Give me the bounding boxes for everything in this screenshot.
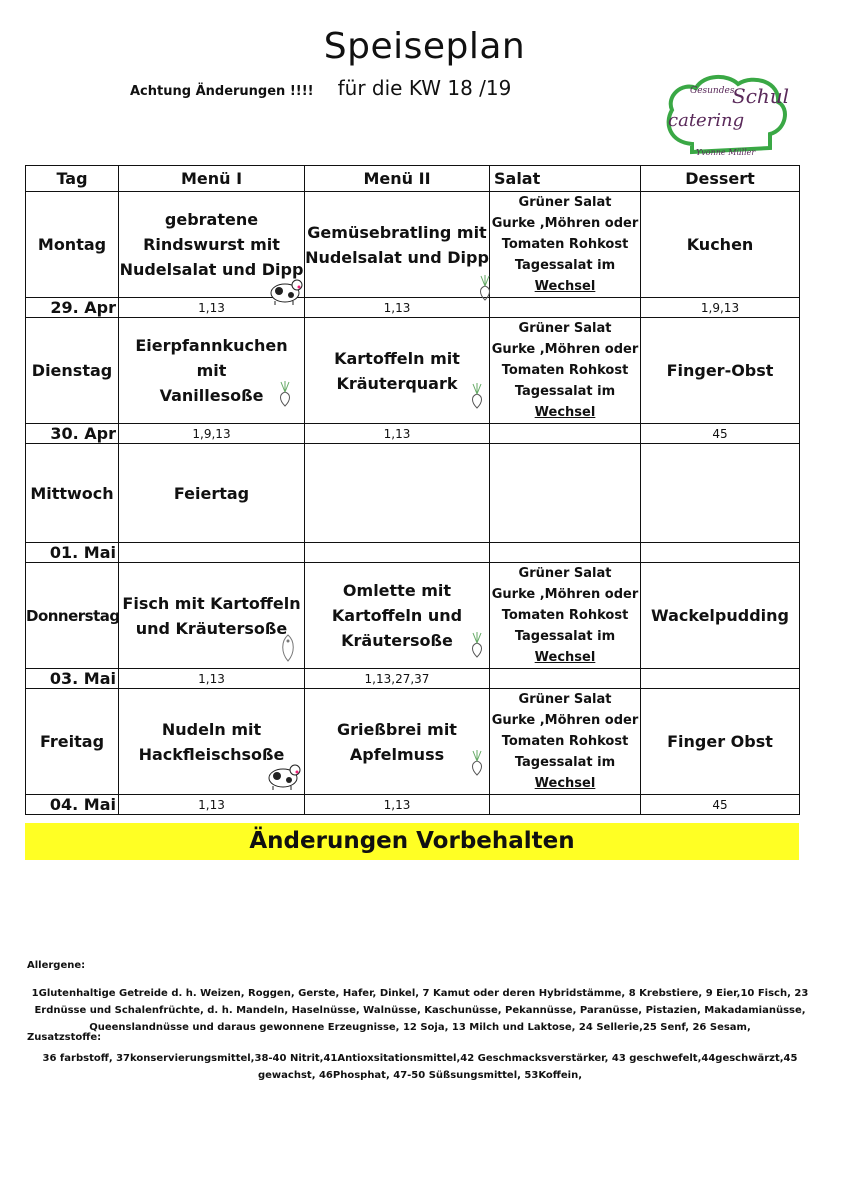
codes-row xyxy=(26,298,800,318)
allergens-text: 1Glutenhaltige Getreide d. h. Weizen, Roggen, Gerste, Hafer, Dinkel, 7 Kamut oder deren Hybridstämme, 8 Krebstiere, 9 Eier,10 Fisch, 23 Erdnüsse und Schalenfrüchte, d. h. Mandeln, Haselnüsse, Walnüsse, Kaschunüsse, Pekannüsse, Paranüsse, Pistazien, Makadamianüsse, Queenslandnüsse und daraus gewonnene Erzeugnisse, 12 Soja, 13 Milch und Laktose, 24 Sellerie,25 Senf, 26 Sesam, xyxy=(31,988,809,1033)
day-date: 04. Mai xyxy=(26,795,119,815)
dish-line: Fisch mit Kartoffeln xyxy=(122,593,301,613)
menu2-dish xyxy=(305,444,490,543)
additives-text: 36 farbstoff, 37konservierungsmittel,38-40 Nitrit,41Antioxsitationsmittel,42 Geschmacksverstärker, 43 geschwefelt,44geschwärzt,45 gewachst, 46Phosphat, 47-50 Süßsungsmittel, 53Koffein, xyxy=(42,1053,798,1081)
dessert xyxy=(641,444,800,543)
dish-line: gebratene xyxy=(164,210,259,229)
salad-line: Tagessalat im xyxy=(514,258,616,273)
day-row-montag xyxy=(26,192,800,298)
menu2-dish xyxy=(305,318,490,424)
changes-notice: Achtung Änderungen !!!! xyxy=(130,84,314,99)
day-row-donnerstag xyxy=(26,563,800,669)
vegetable-icon xyxy=(469,749,485,777)
salad-line: Wechsel xyxy=(534,650,596,665)
day-row-mittwoch xyxy=(26,444,800,543)
codes-row xyxy=(26,543,800,563)
menu1-codes: 1,13 xyxy=(119,298,305,318)
dish-line: Kräuterquark xyxy=(336,373,458,393)
menu1-codes xyxy=(119,543,305,563)
logo-text-owner: Yvonne Müller xyxy=(696,148,756,157)
salad-codes xyxy=(490,669,641,689)
salad-line: Tomaten Rohkost xyxy=(501,237,629,252)
salad-line: Tomaten Rohkost xyxy=(501,734,629,749)
header-menu1: Menü I xyxy=(119,166,305,192)
day-date: 01. Mai xyxy=(26,543,119,563)
menu1-dish xyxy=(119,563,305,669)
menu1-codes: 1,13 xyxy=(119,795,305,815)
vegetable-icon xyxy=(277,380,293,408)
salad-codes xyxy=(490,795,641,815)
salad-line: Grüner Salat xyxy=(518,321,612,336)
day-row-freitag xyxy=(26,689,800,795)
dish-line: Kräutersoße xyxy=(341,631,453,650)
codes-row xyxy=(26,424,800,444)
menu-table xyxy=(25,165,800,815)
day-name: Mittwoch xyxy=(26,444,119,543)
logo-text-catering: catering xyxy=(668,110,745,131)
dessert-codes xyxy=(641,669,800,689)
dish-line: Omlette mit xyxy=(342,581,452,600)
vegetable-icon xyxy=(469,631,485,659)
logo-text-schul: Schul xyxy=(732,84,790,108)
salad-options xyxy=(490,318,641,424)
salad-options xyxy=(490,689,641,795)
additives-label: Zusatzstoffe: xyxy=(27,1032,102,1043)
header-dessert: Dessert xyxy=(641,166,800,192)
school-catering-logo xyxy=(662,72,794,162)
salad-codes xyxy=(490,298,641,318)
table-header-row xyxy=(26,166,800,192)
vegetable-icon xyxy=(477,274,493,302)
day-date: 29. Apr xyxy=(26,298,119,318)
dessert-codes: 1,9,13 xyxy=(641,298,800,318)
menu2-codes: 1,13,27,37 xyxy=(305,669,490,689)
salad-codes xyxy=(490,424,641,444)
dish-line: Vanillesoße xyxy=(159,386,264,405)
menu2-codes: 1,13 xyxy=(305,298,490,318)
day-row-dienstag xyxy=(26,318,800,424)
day-name: Freitag xyxy=(26,689,119,795)
salad-options xyxy=(490,444,641,543)
dish-line: Nudelsalat und Dipp xyxy=(305,247,489,267)
codes-row xyxy=(26,669,800,689)
salad-line: Tagessalat im xyxy=(514,384,616,399)
fish-icon xyxy=(279,633,297,663)
menu1-dish xyxy=(119,318,305,424)
menu2-codes: 1,13 xyxy=(305,424,490,444)
dish-line: Apfelmuss xyxy=(349,744,445,764)
salad-line: Grüner Salat xyxy=(518,692,612,707)
dessert-codes: 45 xyxy=(641,795,800,815)
salad-line: Gurke ,Möhren oder xyxy=(491,342,639,357)
dish-line: Feiertag xyxy=(173,483,250,503)
dish-line: Gemüsebratling mit xyxy=(307,222,487,242)
dish-line: Rindswurst mit xyxy=(143,235,280,254)
salad-options xyxy=(490,192,641,298)
menu1-dish xyxy=(119,192,305,298)
dish-line: Nudeln mit xyxy=(161,719,262,739)
salad-codes xyxy=(490,543,641,563)
day-name: Donnerstag xyxy=(26,563,119,669)
salad-line: Wechsel xyxy=(534,405,596,420)
menu1-codes: 1,13 xyxy=(119,669,305,689)
menu2-codes xyxy=(305,543,490,563)
logo-text-gesundes: Gesundes xyxy=(690,86,735,96)
dish-line: Eierpfannkuchen mit xyxy=(135,336,288,380)
menu1-dish xyxy=(119,689,305,795)
menu1-dish xyxy=(119,444,305,543)
salad-line: Gurke ,Möhren oder xyxy=(491,713,639,728)
salad-line: Gurke ,Möhren oder xyxy=(491,216,639,231)
salad-line: Wechsel xyxy=(534,776,596,791)
day-date: 03. Mai xyxy=(26,669,119,689)
changes-reserved-banner: Änderungen Vorbehalten xyxy=(25,823,799,860)
salad-line: Tagessalat im xyxy=(514,755,616,770)
salad-line: Tomaten Rohkost xyxy=(501,363,629,378)
dessert: Finger-Obst xyxy=(641,318,800,424)
salad-line: Grüner Salat xyxy=(518,195,612,210)
vegetable-icon xyxy=(469,382,485,410)
page-title: Speiseplan xyxy=(323,26,526,67)
salad-line: Wechsel xyxy=(534,279,596,294)
menu1-codes: 1,9,13 xyxy=(119,424,305,444)
salad-options xyxy=(490,563,641,669)
cow-icon xyxy=(267,761,301,791)
day-name: Dienstag xyxy=(26,318,119,424)
cow-icon xyxy=(269,276,303,306)
menu2-dish xyxy=(305,689,490,795)
header-salad: Salat xyxy=(490,166,641,192)
page-subtitle: für die KW 18 /19 xyxy=(337,76,512,100)
dessert-codes xyxy=(641,543,800,563)
dessert: Kuchen xyxy=(641,192,800,298)
salad-line: Tomaten Rohkost xyxy=(501,608,629,623)
dish-line: Grießbrei mit xyxy=(337,719,457,739)
dish-line: Kartoffeln und xyxy=(331,606,463,625)
dish-line: und Kräutersoße xyxy=(135,618,288,638)
codes-row xyxy=(26,795,800,815)
dish-line: Nudelsalat und Dipp xyxy=(119,260,304,279)
dish-line: Kartoffeln mit xyxy=(334,348,460,368)
allergens-label: Allergene: xyxy=(27,960,86,971)
salad-line: Gurke ,Möhren oder xyxy=(491,587,639,602)
menu2-dish xyxy=(305,192,490,298)
header-menu2: Menü II xyxy=(305,166,490,192)
dessert: Finger Obst xyxy=(641,689,800,795)
dessert-codes: 45 xyxy=(641,424,800,444)
dish-line: Hackfleischsoße xyxy=(138,744,285,764)
day-name: Montag xyxy=(26,192,119,298)
menu2-dish xyxy=(305,563,490,669)
salad-line: Grüner Salat xyxy=(518,566,612,581)
dessert: Wackelpudding xyxy=(641,563,800,669)
day-date: 30. Apr xyxy=(26,424,119,444)
header-day: Tag xyxy=(26,166,119,192)
salad-line: Tagessalat im xyxy=(514,629,616,644)
menu2-codes: 1,13 xyxy=(305,795,490,815)
